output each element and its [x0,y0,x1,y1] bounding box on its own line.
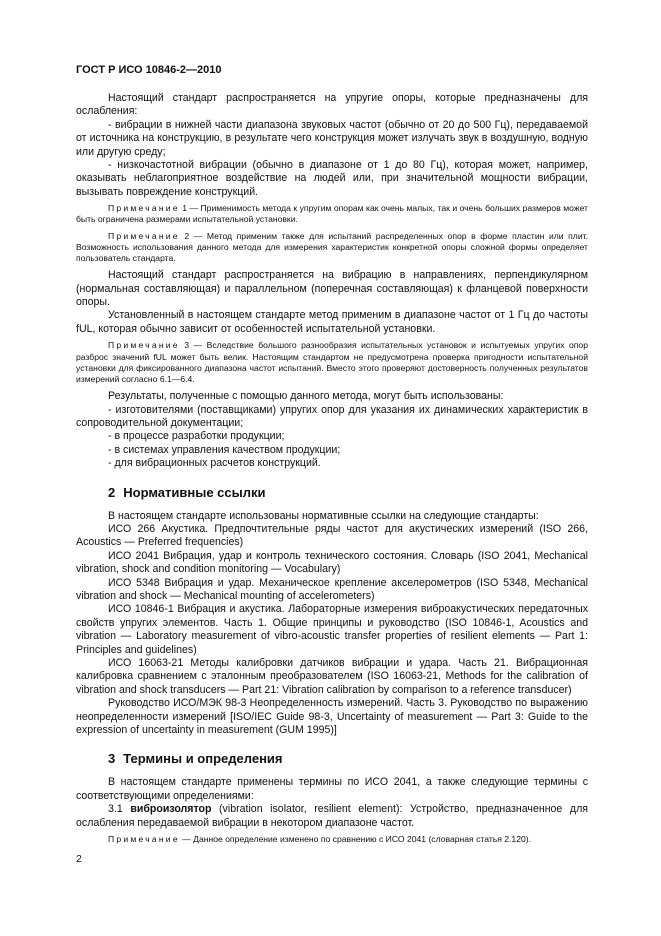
normative-reference: ИСО 266 Акустика. Предпочтительные ряды частот для акустических измерений (ISO 266, Acoustics — Preferred frequencies) [76,522,588,549]
results-list-item: - в системах управления качеством продукции; [108,443,341,456]
term-definition: 3.1 виброизолятор (vibration isolator, resilient element): Устройство, предназначенное для ослабления передаваемой вибрации в некотором диапазоне частот. [76,803,588,829]
normative-reference: ИСО 5348 Вибрация и удар. Механическое крепление акселерометров (ISO 5348, Mechanical vibration and shock — Mechanical mounting of accelerometers) [76,576,588,602]
normative-reference: Руководство ИСО/МЭК 98-3 Неопределенность измерений. Часть 3. Руководство по выражению неопределенности измерений [ISO/IEC Guide 98-3, Uncertainty of measurement — Part 3: Guide to the expression of uncertainty in measurement (GUM 1995)] [76,697,588,737]
results-intro: Результаты, полученные с помощью данного метода, могут быть использованы: [108,390,504,403]
scope-paragraph: Настоящий стандарт распространяется на вибрацию в направлениях, перпендикулярном (нормальная составляющая) и параллельном (поперечная составляющая) к фланцевой поверхности опоры. [76,269,588,309]
section-2-heading: 2 Нормативные ссылки [108,484,266,500]
results-list-item: - в процессе разработки продукции; [108,430,285,443]
scope-paragraph: Установленный в настоящем стандарте метод применим в диапазоне частот от 1 Гц до частоты fUL, которая обычно зависит от особенностей испытательной установки. [76,309,588,335]
running-header: ГОСТ Р ИСО 10846-2—2010 [76,64,222,76]
scope-list-item: - низкочастотной вибрации (обычно в диапазоне от 1 до 80 Гц), которая может, например, оказывать неблагоприятное воздействие на людей или, при значительной мощности вибрации, вызывать повреждение конструкций. [76,159,588,198]
page-content [76,92,588,850]
note-3: Примечание 3 — Вследствие большого разнообразия испытательных установок и испытуемых упругих опор разброс значений fUL может быть велик. Настоящим стандартом не предусмотрена проверка пригодности испытательной установки для фиксированного диапазона частот испытаний. Вместо этого проверяют достоверность полученных результатов измерений согласно 6.1—6.4. [76,340,588,384]
scope-list-item: - вибрации в нижней части диапазона звуковых частот (обычно от 20 до 500 Гц), передаваемой от источника на конструкцию, в результате чего конструкция может излучать звук в воздушную, водную или другую среду; [76,118,588,158]
section-3-intro: В настоящем стандарте применены термины по ИСО 2041, а также следующие термины с соответствующими определениями: [76,776,588,802]
note-2: Примечание 2 — Метод применим также для испытаний распределенных опор в форме пластин или плит. Возможность использования данного метода для измерения характеристик конкретной опоры сложной формы определяет пользователь стандарта. [76,230,588,264]
normative-reference: ИСО 16063-21 Методы калибровки датчиков вибрации и удара. Часть 21. Вибрационная калибровка сравнением с эталонным преобразователем (ISO 16063-21, Methods for the calibration of vibration and shock transducers — Part 21: Vibration calibration by comparison to a reference transducer) [76,657,588,696]
normative-reference: ИСО 2041 Вибрация, удар и контроль технического состояния. Словарь (ISO 2041, Mechanical vibration, shock and condition monitoring — Vocabulary) [76,549,588,576]
results-list-item: - изготовителями (поставщиками) упругих опор для указания их динамических характеристик в сопроводительной документации; [76,403,588,429]
section-3-heading: 3 Термины и определения [108,751,283,767]
scope-intro: Настоящий стандарт распространяется на упругие опоры, которые предназначены для ослабления: [76,92,588,118]
section-3-note: Примечание — Данное определение изменено по сравнению с ИСО 2041 (словарная статья 2.120). [108,834,532,845]
section-2-intro: В настоящем стандарте использованы нормативные ссылки на следующие стандарты: [108,509,539,522]
note-1: Примечание 1 — Применимость метода к упругим опорам как очень малых, так и очень больших размеров может быть ограничена размерами испытательной установки. [76,203,588,225]
normative-reference: ИСО 10846-1 Вибрация и акустика. Лабораторные измерения виброакустических передаточных свойств упругих элементов. Часть 1. Общие принципы и руководство (ISO 10846-1, Acoustics and vibration — Laboratory measurement of vibro-acoustic transfer properties of resilient elements — Part 1: Principles and guidelines) [76,603,588,656]
results-list-item: - для вибрационных расчетов конструкций. [108,457,321,470]
page-number: 2 [76,853,82,865]
